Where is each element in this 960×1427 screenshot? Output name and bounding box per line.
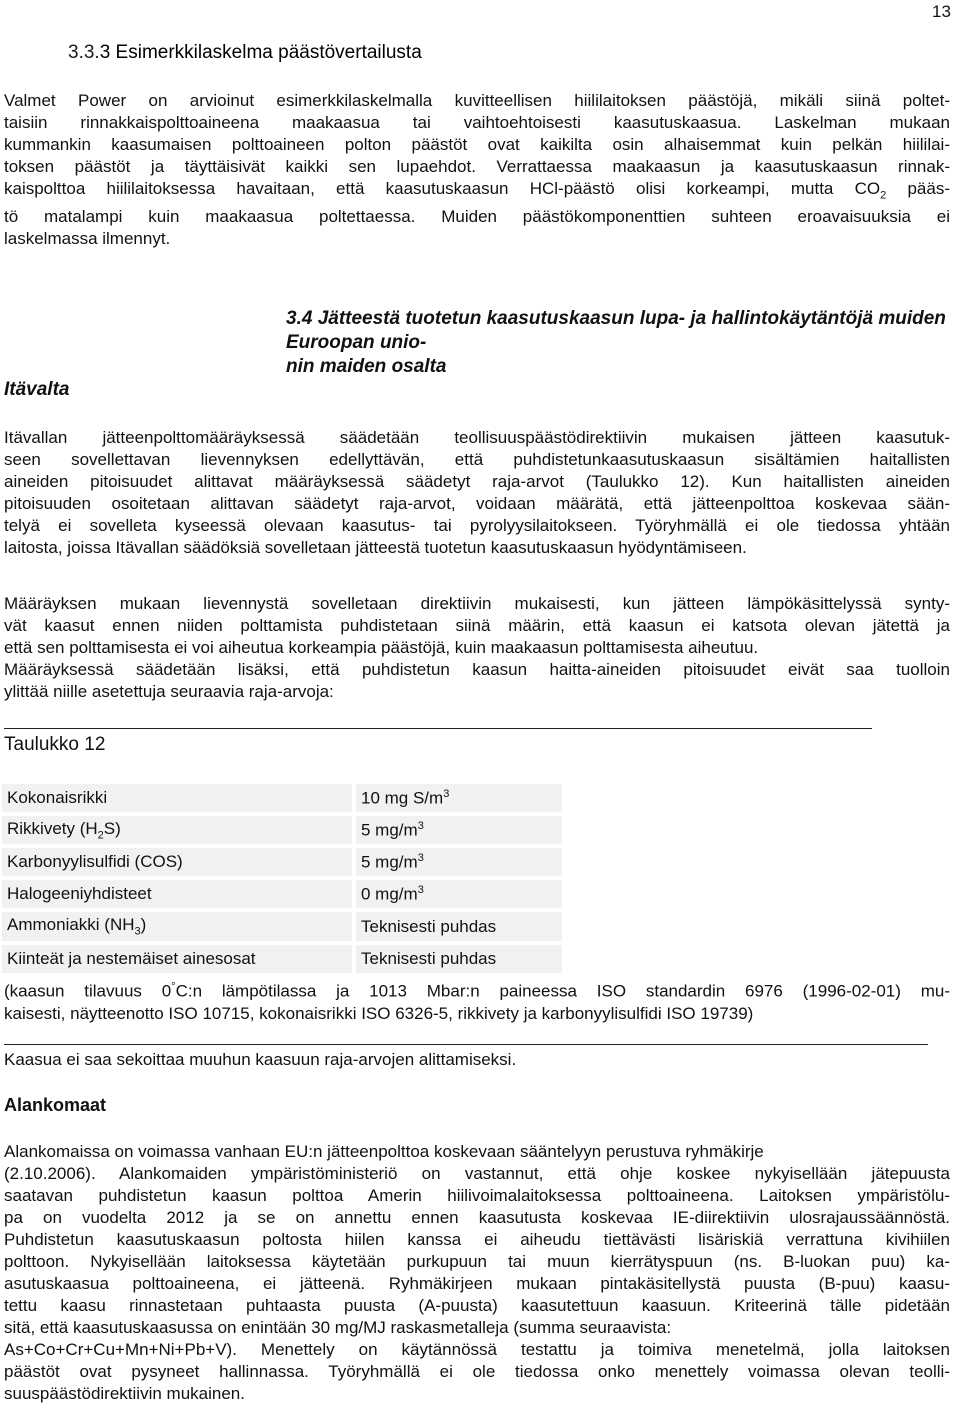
paragraph-line: As+Co+Cr+Cu+Mn+Ni+Pb+V). Menettely on käytännössä testattu ja toimiva menetelmä, jolla laitoksen [4, 1340, 950, 1359]
paragraph-line: laitosta, joissa Itävallan säädöksiä sovelletaan jätteestä tuotetun kaasutuskaasun hyödyntämiseen. [4, 538, 747, 557]
paragraph-valmet [4, 90, 950, 250]
paragraph-line: taisiin rinnakkaispolttoaineena maakaasua tai vaihtoehtoisesti kaasutuskaasua. Laskelman mukaan [4, 113, 950, 132]
superscript: 3 [443, 787, 450, 800]
co2-subscript: 2 [880, 189, 887, 202]
table-row [2, 912, 562, 940]
mixing-note: Kaasua ei saa sekoittaa muuhun kaasuun raja-arvojen alittamiseksi. [4, 1050, 517, 1069]
heading-line: 3.4 Jätteestä tuotetun kaasutuskaasun lupa- ja hallintokäytäntöjä muiden Euroopan unio- [286, 308, 946, 353]
superscript: 3 [417, 884, 424, 897]
table-cell-limit: 5 $mg/m^3$ [356, 816, 562, 844]
table-cell-limit: 0 $mg/m^3$ [356, 880, 562, 908]
paragraph-line: Alankomaissa on voimassa vanhaan EU:n jätteenpolttoa koskevaan sääntelyyn perustuva ryhmäkirje [4, 1142, 764, 1161]
paragraph-line: että sen polttamisesta ei voi aiheutua korkeampia päästöjä, kuin maakaasun polttamisesta aiheutuu. [4, 638, 759, 657]
paragraph-line: saatavan puhdistetun kaasun polttoa Amerin hiilivoimalaitoksessa polttoaineena. Laitoksen ympäristölu- [4, 1186, 950, 1205]
superscript: 3 [417, 819, 424, 832]
line-text-after: pääs- [886, 179, 950, 198]
table-cell-substance: Karbonyylisulfidi (COS) [2, 848, 352, 876]
paragraph-line: vät kaasut ennen niiden polttamista puhdistetaan siinä määrin, että kaasun ei katsota olevan jätettä ja [4, 616, 950, 635]
section-heading-3-3-3 [68, 42, 422, 64]
emission-limits-table [2, 780, 562, 977]
divider-rule [4, 728, 872, 729]
paragraph-line: Puhdistetun kaasutuskaasun poltosta hiilen kanssa ei aiheudu tiettävästi lisäriskiä verrattuna kivihiilen [4, 1230, 950, 1249]
table-cell-substance: Kiinteät ja nestemäiset ainesosat [2, 945, 352, 973]
table-cell-substance: Rikkivety $(H_2S)$ [2, 816, 352, 844]
paragraph-line: Määräyksen mukaan lievennystä sovelletaan direktiivin mukaisesti, kun jätteen lämpökäsittelyssä synty- [4, 594, 950, 613]
table-cell-substance: Ammoniakki $(NH_3)$ [2, 912, 352, 940]
paragraph-line: telyä ei sovelleta kyseessä olevaan kaasutus- tai pyrolyysilaitokseen. Työryhmällä ei ole tiedossa yhtään [4, 516, 950, 535]
paragraph-line: pa on vuodelta 2012 ja se on annettu ennen kaasutusta koskevaa IE-diirektiivin ulosrajaussäännöstä. [4, 1208, 950, 1227]
table-row [2, 816, 562, 844]
table-cell-limit: Teknisesti puhdas [356, 912, 562, 940]
table-cell-substance: Halogeeniyhdisteet [2, 880, 352, 908]
paragraph-netherlands [4, 1141, 950, 1405]
section-title: 3 Esimerkkilaskelma päästövertailusta [99, 42, 422, 63]
divider-rule [4, 1044, 928, 1045]
line-text: kaispolttoa hiililaitoksessa havaitaan, että kaasutuskaasun HCl-päästö olisi korkeampi, mutta CO [4, 179, 881, 198]
paragraph-line: (2.10.2006). Alankomaiden ympäristöministeriö on vastannut, että ohje koskee nykyisellään jätepuusta [4, 1164, 950, 1183]
table-cell-limit: Teknisesti puhdas [356, 945, 562, 973]
paragraph-line: ylittää niille asetettuja seuraavia raja-arvoja: [4, 682, 334, 701]
paragraph-line-co2 [4, 178, 950, 206]
paragraph-line: Määräyksessä säädetään lisäksi, että puhdistetun kaasun haitta-aineiden pitoisuudet eivät saa tuolloin [4, 660, 950, 679]
table-cell-limit: 10 mg $S/m^3$ [356, 784, 562, 812]
paragraph-line: tettu kaasu rinnastetaan puhtaasta puusta (A-puusta) kaasutettuun kaasuun. Kriteerinä tälle pidetään [4, 1296, 950, 1315]
superscript: 3 [417, 852, 424, 865]
paragraph-line: polttoon. Nykyisellään laitoksessa käytetään purkupuun tai muun kierrätyspuun (ns. B-luokan puu) ka- [4, 1252, 950, 1271]
paragraph-line: asutuskaasua polttoaineena, ei jätteenä. Ryhmäkirjeen mukaan pintakäsitellystä puusta (B-puu) kaasu- [4, 1274, 950, 1293]
note-line: (kaasun tilavuus 0°C:n lämpötilassa ja 1013 Mbar:n paineessa ISO standardin 6976 (1996-02-01) mu- [4, 981, 950, 1001]
section-heading-3-4 [286, 307, 946, 379]
paragraph-line: seen sovellettavan lievennyksen edellyttävän, että puhdistetunkaasutuskaasun sisältämien haitallisten [4, 450, 950, 469]
table-row [2, 784, 562, 812]
table-row [2, 945, 562, 973]
paragraph-line: toksen päästöt ja täyttäisivät kaikki sen lupaehdot. Verrattaessa maakaasun ja kaasutuskaasun rinnak- [4, 157, 950, 176]
subscript: 3 [134, 925, 141, 938]
paragraph-line: tö matalampi kuin maakaasua poltettaessa. Muiden päästökomponenttien suhteen eroavaisuuksia ei [4, 207, 950, 227]
table-cell-limit: 5 $mg/m^3$ [356, 848, 562, 876]
paragraph-line: sitä, että kaasutuskaasussa on enintään 30 mg/MJ raskasmetalleja (summa seuraavista: [4, 1318, 672, 1337]
table-row [2, 848, 562, 876]
section-number: 3.3. [68, 42, 100, 63]
paragraph-line: aineiden pitoisuudet alittavat määräyksessä säädetyt raja-arvot (Taulukko 12). Kun haitallisten aineiden [4, 472, 950, 491]
paragraph-line: suuspäästödirektiivin mukainen. [4, 1384, 245, 1403]
subscript: 2 [97, 829, 104, 842]
heading-line: nin maiden osalta [286, 356, 447, 377]
table-caption: Taulukko 12 [4, 734, 106, 755]
side-label-austria: Itävalta [4, 379, 70, 400]
paragraph-austria-2 [4, 593, 950, 703]
page-number: 13 [932, 2, 951, 21]
paragraph-line: pitoisuuden osoitetaan alittavan säädetyt raja-arvot, voidaan määrätä, että jätteenpolttoa koskevaa sään- [4, 494, 950, 513]
heading-netherlands: Alankomaat [4, 1095, 107, 1115]
paragraph-line: laskelmassa ilmennyt. [4, 229, 171, 249]
table-note [4, 976, 950, 1025]
paragraph-austria-1 [4, 427, 950, 559]
degree-sign: ° [171, 981, 176, 993]
paragraph-line: Itävallan jätteenpolttomääräyksessä säädetään teollisuuspäästödirektiivin mukaisen jätteen kaasutuk- [4, 428, 950, 447]
note-line: kaisesti, näytteenotto ISO 10715, kokonaisrikki ISO 6326-5, rikkivety ja karbonyylisulfidi ISO 19739) [4, 1003, 754, 1023]
table-cell-substance: Kokonaisrikki [2, 784, 352, 812]
table-row [2, 880, 562, 908]
paragraph-line: päästöt ovat pysyneet hallinnassa. Työryhmällä ei ole tiedossa onko menettely voimassa olevan teolli- [4, 1362, 950, 1381]
paragraph-line: kummankin kaasumaisen polttoaineen polton päästöt ovat kaikilta osin alhaisemmat kuin pelkän hiililai- [4, 135, 950, 154]
paragraph-line: Valmet Power on arvioinut esimerkkilaskelmalla kuvitteellisen hiililaitoksen päästöjä, mikäli siinä poltet- [4, 91, 950, 110]
